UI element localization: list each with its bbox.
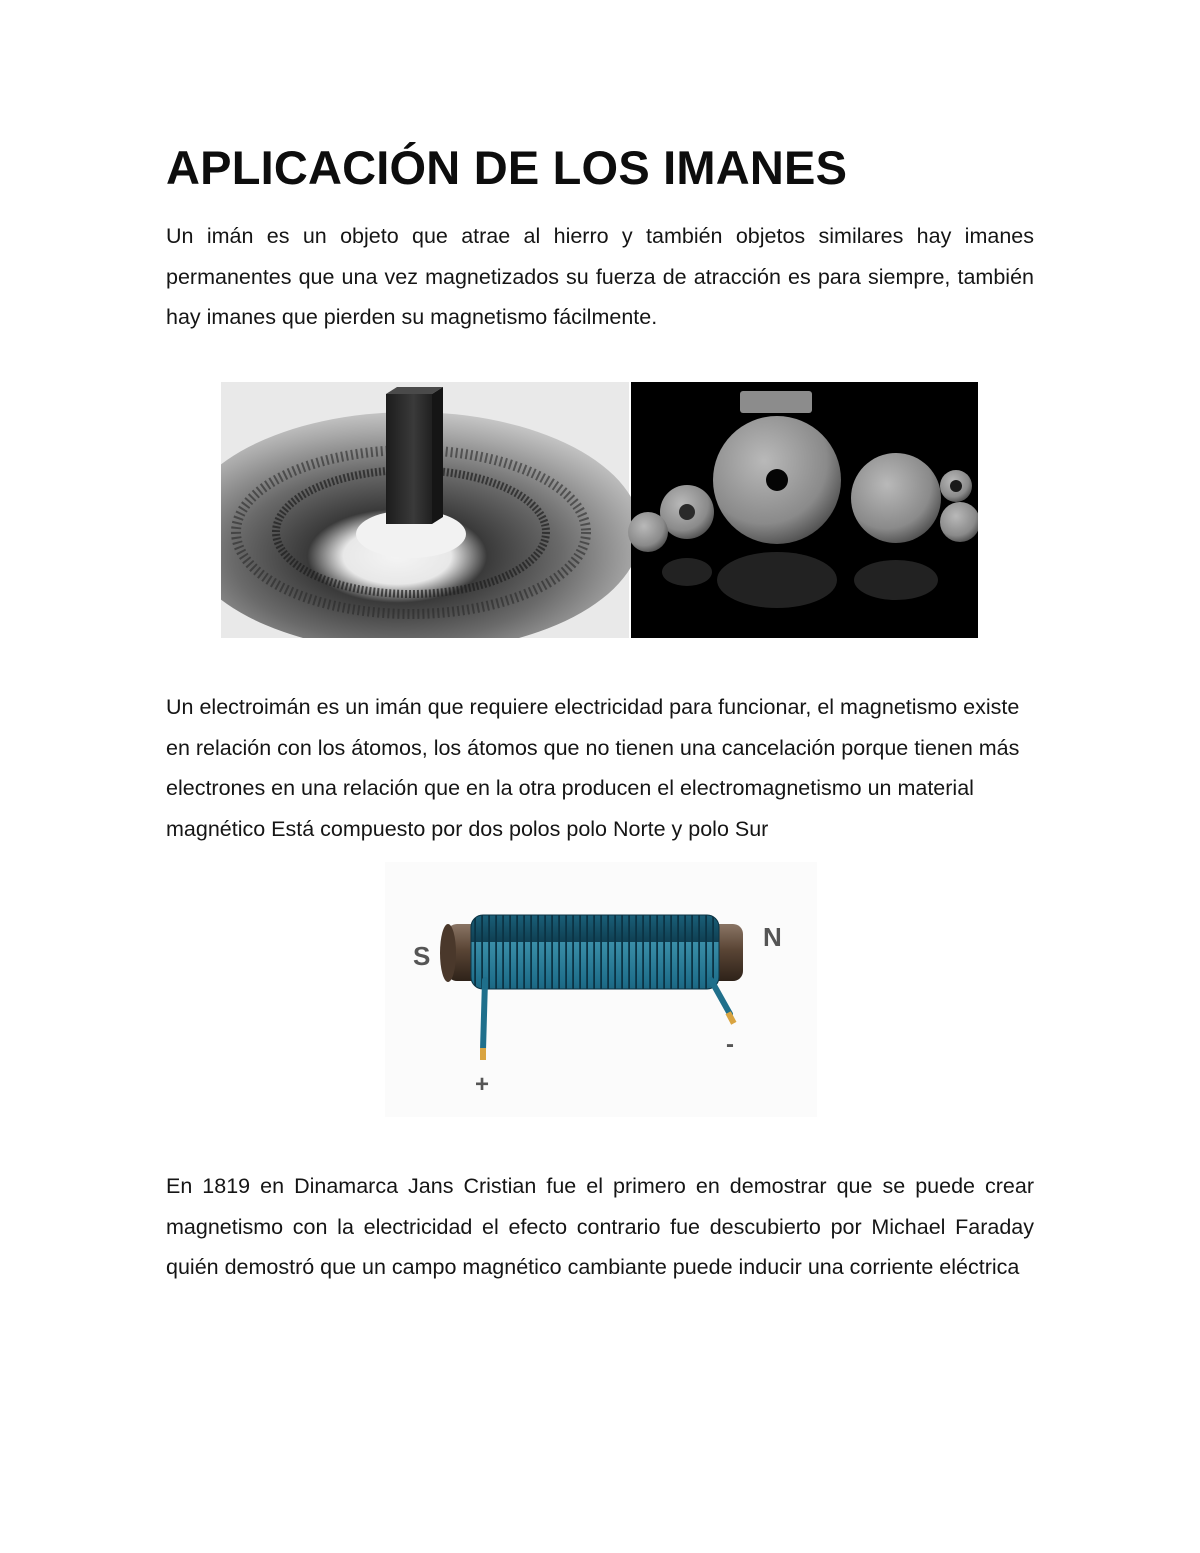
paragraph-history: En 1819 en Dinamarca Jans Cristian fue el primero en demostrar que se puede crear magnetismo con la electricidad el efecto contrario fue descubierto por Michael Faraday quién demostró que un campo magnético cambiante puede inducir una corriente eléctrica bbox=[166, 1174, 1034, 1279]
copper-coil-windings bbox=[471, 915, 719, 989]
paragraph-magnet-definition: Un imán es un objeto que atrae al hierro y también objetos similares hay imanes permanentes que una vez magnetizados su fuerza de atracción es para siempre, también hay imanes que pierden su magnetismo fácilmente. bbox=[166, 224, 1034, 329]
positive-terminal-label: + bbox=[475, 1071, 490, 1098]
page-title: APLICACIÓN DE LOS IMANES bbox=[166, 141, 848, 194]
north-pole-label: N bbox=[763, 922, 782, 952]
bar-magnet bbox=[386, 394, 432, 524]
electromagnet-coil-diagram bbox=[385, 862, 817, 1117]
ring-magnets-photo bbox=[628, 382, 978, 638]
magnets-photo bbox=[221, 382, 978, 638]
negative-terminal-label: - bbox=[726, 1031, 734, 1058]
paragraph-electromagnet: Un electroimán es un imán que requiere electricidad para funcionar, el magnetismo existe en relación con los átomos, los átomos que no tienen una cancelación porque tienen más electrones en una relación que en la otra producen el electromagnetismo un material magnético Está compuesto por dos polos polo Norte y polo Sur bbox=[166, 695, 1020, 841]
iron-filings-photo bbox=[221, 382, 641, 638]
south-pole-label: S bbox=[413, 941, 431, 971]
